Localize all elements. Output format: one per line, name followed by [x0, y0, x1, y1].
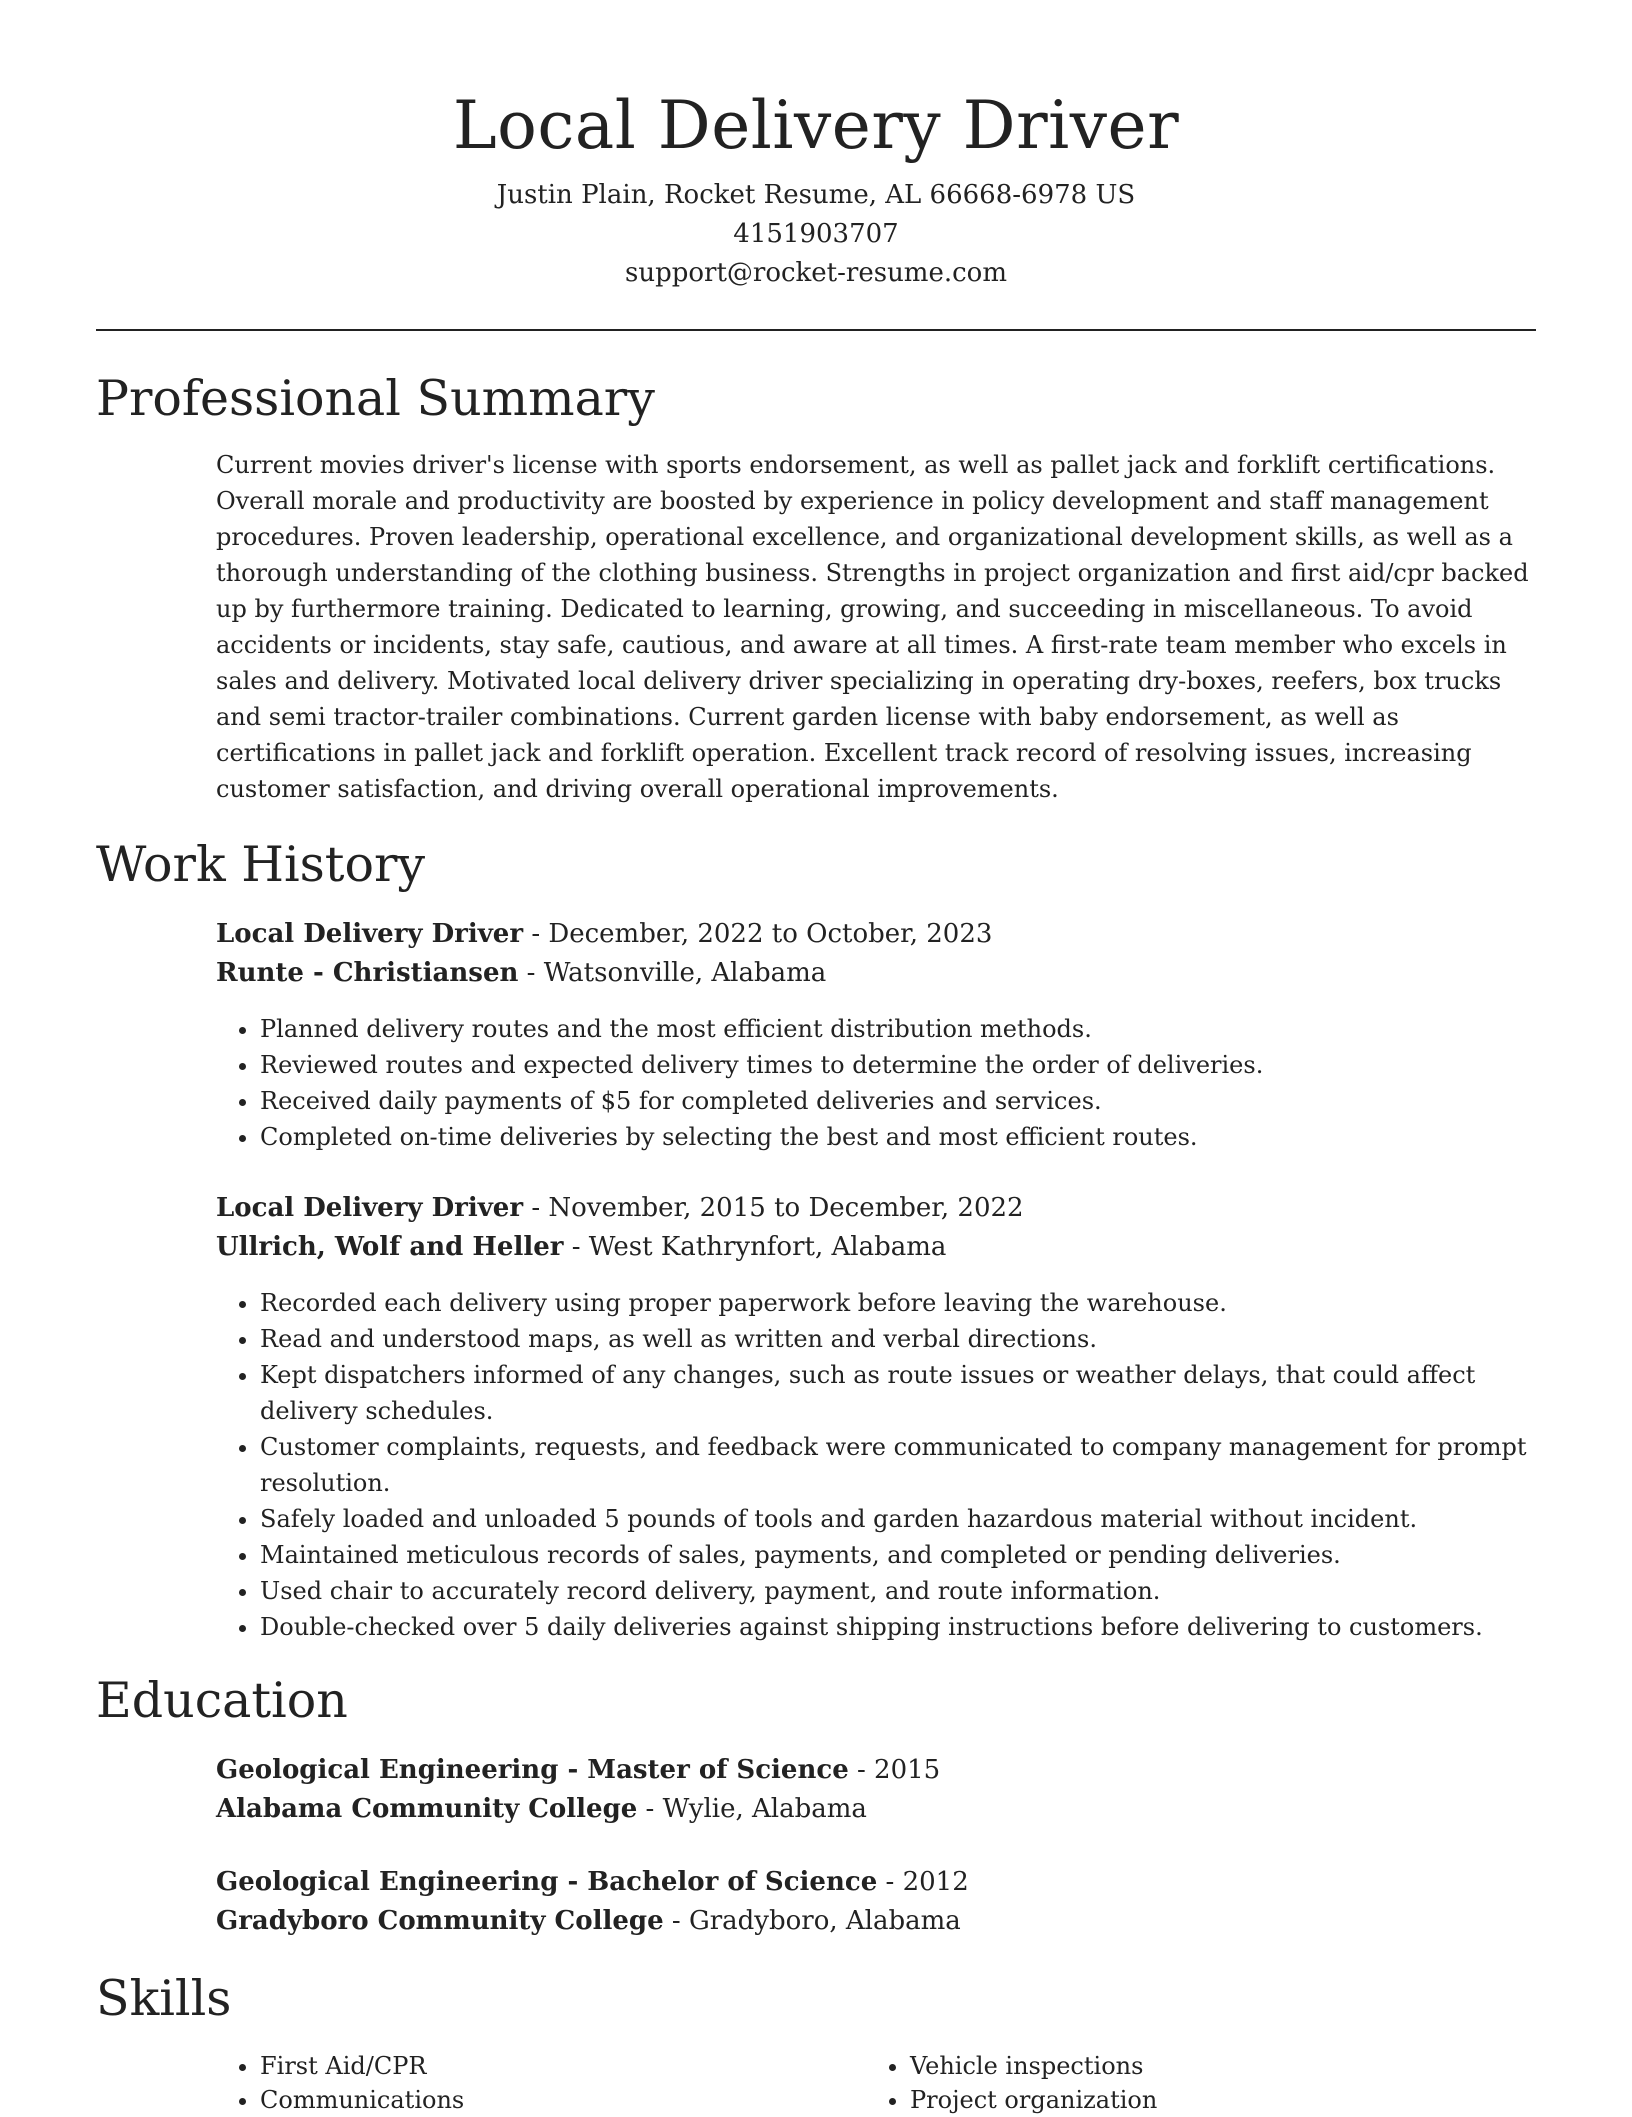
list-item: • Reviewed routes and expected delivery times to determine the order of deliveries.	[260, 1047, 1536, 1083]
summary-heading: Professional Summary	[96, 370, 655, 427]
skills-list	[216, 2049, 866, 2117]
job-dates: - December, 2022 to October, 2023	[523, 919, 993, 949]
job-title-line	[216, 915, 1536, 954]
job-company-line	[216, 954, 1536, 993]
job-title-line	[216, 1189, 1536, 1228]
list-item: • Customer complaints, requests, and feedback were communicated to company management for prompt resolution.	[260, 1429, 1536, 1501]
job-bullets	[216, 1011, 1536, 1155]
education-entry	[216, 1751, 1536, 1829]
resume-title: Local Delivery Driver	[452, 87, 1180, 164]
list-item: • Kept dispatchers informed of any changes, such as route issues or weather delays, that could affect delivery schedules.	[260, 1357, 1536, 1429]
skills-heading: Skills	[96, 1970, 232, 2027]
job-dates: - November, 2015 to December, 2022	[523, 1193, 1024, 1223]
education-entry	[216, 1863, 1536, 1941]
job-location: - Watsonville, Alabama	[518, 958, 827, 988]
list-item: • Planned delivery routes and the most efficient distribution methods.	[260, 1011, 1536, 1047]
degree-line	[216, 1863, 1536, 1902]
education-heading: Education	[96, 1672, 348, 1729]
skills-grid	[216, 2049, 1536, 2117]
summary-text: Current movies driver's license with sports endorsement, as well as pallet jack and forklift certifications. Overall morale and productivity are boosted by experience in policy development and staff management procedures. Proven leadership, operational excellence, and organizational development skills, as well as a thorough understanding of the clothing business. Strengths in project organization and first aid/cpr backed up by furthermore training. Dedicated to learning, growing, and succeeding in miscellaneous. To avoid accidents or incidents, stay safe, cautious, and aware at all times. A first-rate team member who excels in sales and delivery. Motivated local delivery driver specializing in operating dry-boxes, reefers, box trucks and semi tractor-trailer combinations. Current garden license with baby endorsement, as well as certifications in pallet jack and forklift operation. Excellent track record of resolving issues, increasing customer satisfaction, and driving overall operational improvements.	[216, 451, 1529, 803]
school-name: Gradyboro Community College	[216, 1906, 664, 1936]
list-item: • Read and understood maps, as well as written and verbal directions.	[260, 1321, 1536, 1357]
skill-item: • Vehicle inspections	[910, 2049, 1516, 2083]
school-line	[216, 1902, 1536, 1941]
school-name: Alabama Community College	[216, 1794, 638, 1824]
list-item: • Used chair to accurately record delivery, payment, and route information.	[260, 1573, 1536, 1609]
degree-year: - 2015	[848, 1755, 941, 1785]
job-company: Ullrich, Wolf and Heller	[216, 1232, 564, 1262]
degree-name: Geological Engineering - Master of Science	[216, 1755, 849, 1785]
skill-item: • First Aid/CPR	[260, 2049, 866, 2083]
skills-column-right	[866, 2049, 1516, 2117]
list-item: • Safely loaded and unloaded 5 pounds of tools and garden hazardous material without incident.	[260, 1501, 1536, 1537]
list-item: • Double-checked over 5 daily deliveries against shipping instructions before delivering to customers.	[260, 1609, 1536, 1645]
education-section	[96, 1671, 1536, 1941]
job-company: Runte - Christiansen	[216, 958, 519, 988]
school-location: - Gradyboro, Alabama	[663, 1906, 961, 1936]
skill-item: • Project organization	[910, 2083, 1516, 2117]
job-role: Local Delivery Driver	[216, 1193, 524, 1223]
skills-column-left	[216, 2049, 866, 2117]
list-item: • Completed on-time deliveries by selecting the best and most efficient routes.	[260, 1119, 1536, 1155]
header-divider	[96, 329, 1536, 331]
job-location: - West Kathrynfort, Alabama	[563, 1232, 947, 1262]
skill-item: • Communications	[260, 2083, 866, 2117]
contact-address: Justin Plain, Rocket Resume, AL 66668-6978 US	[496, 180, 1136, 210]
resume-header	[96, 0, 1536, 293]
job-entry	[216, 1189, 1536, 1645]
degree-year: - 2012	[877, 1867, 969, 1897]
work-heading: Work History	[96, 836, 426, 893]
job-company-line	[216, 1228, 1536, 1267]
school-location: - Wylie, Alabama	[637, 1794, 867, 1824]
degree-line	[216, 1751, 1536, 1790]
list-item: • Recorded each delivery using proper paperwork before leaving the warehouse.	[260, 1285, 1536, 1321]
school-line	[216, 1790, 1536, 1829]
degree-name: Geological Engineering - Bachelor of Science	[216, 1867, 878, 1897]
resume-page	[96, 0, 1536, 2117]
job-bullets	[216, 1285, 1536, 1645]
contact-phone: 4151903707	[733, 219, 899, 249]
work-section	[96, 835, 1536, 1645]
contact-email: support@rocket-resume.com	[624, 258, 1007, 288]
summary-section	[96, 369, 1536, 807]
skills-section	[96, 1969, 1536, 2117]
list-item: • Maintained meticulous records of sales, payments, and completed or pending deliveries.	[260, 1537, 1536, 1573]
list-item: • Received daily payments of $5 for completed deliveries and services.	[260, 1083, 1536, 1119]
skills-list	[866, 2049, 1516, 2117]
job-entry	[216, 915, 1536, 1155]
job-role: Local Delivery Driver	[216, 919, 524, 949]
